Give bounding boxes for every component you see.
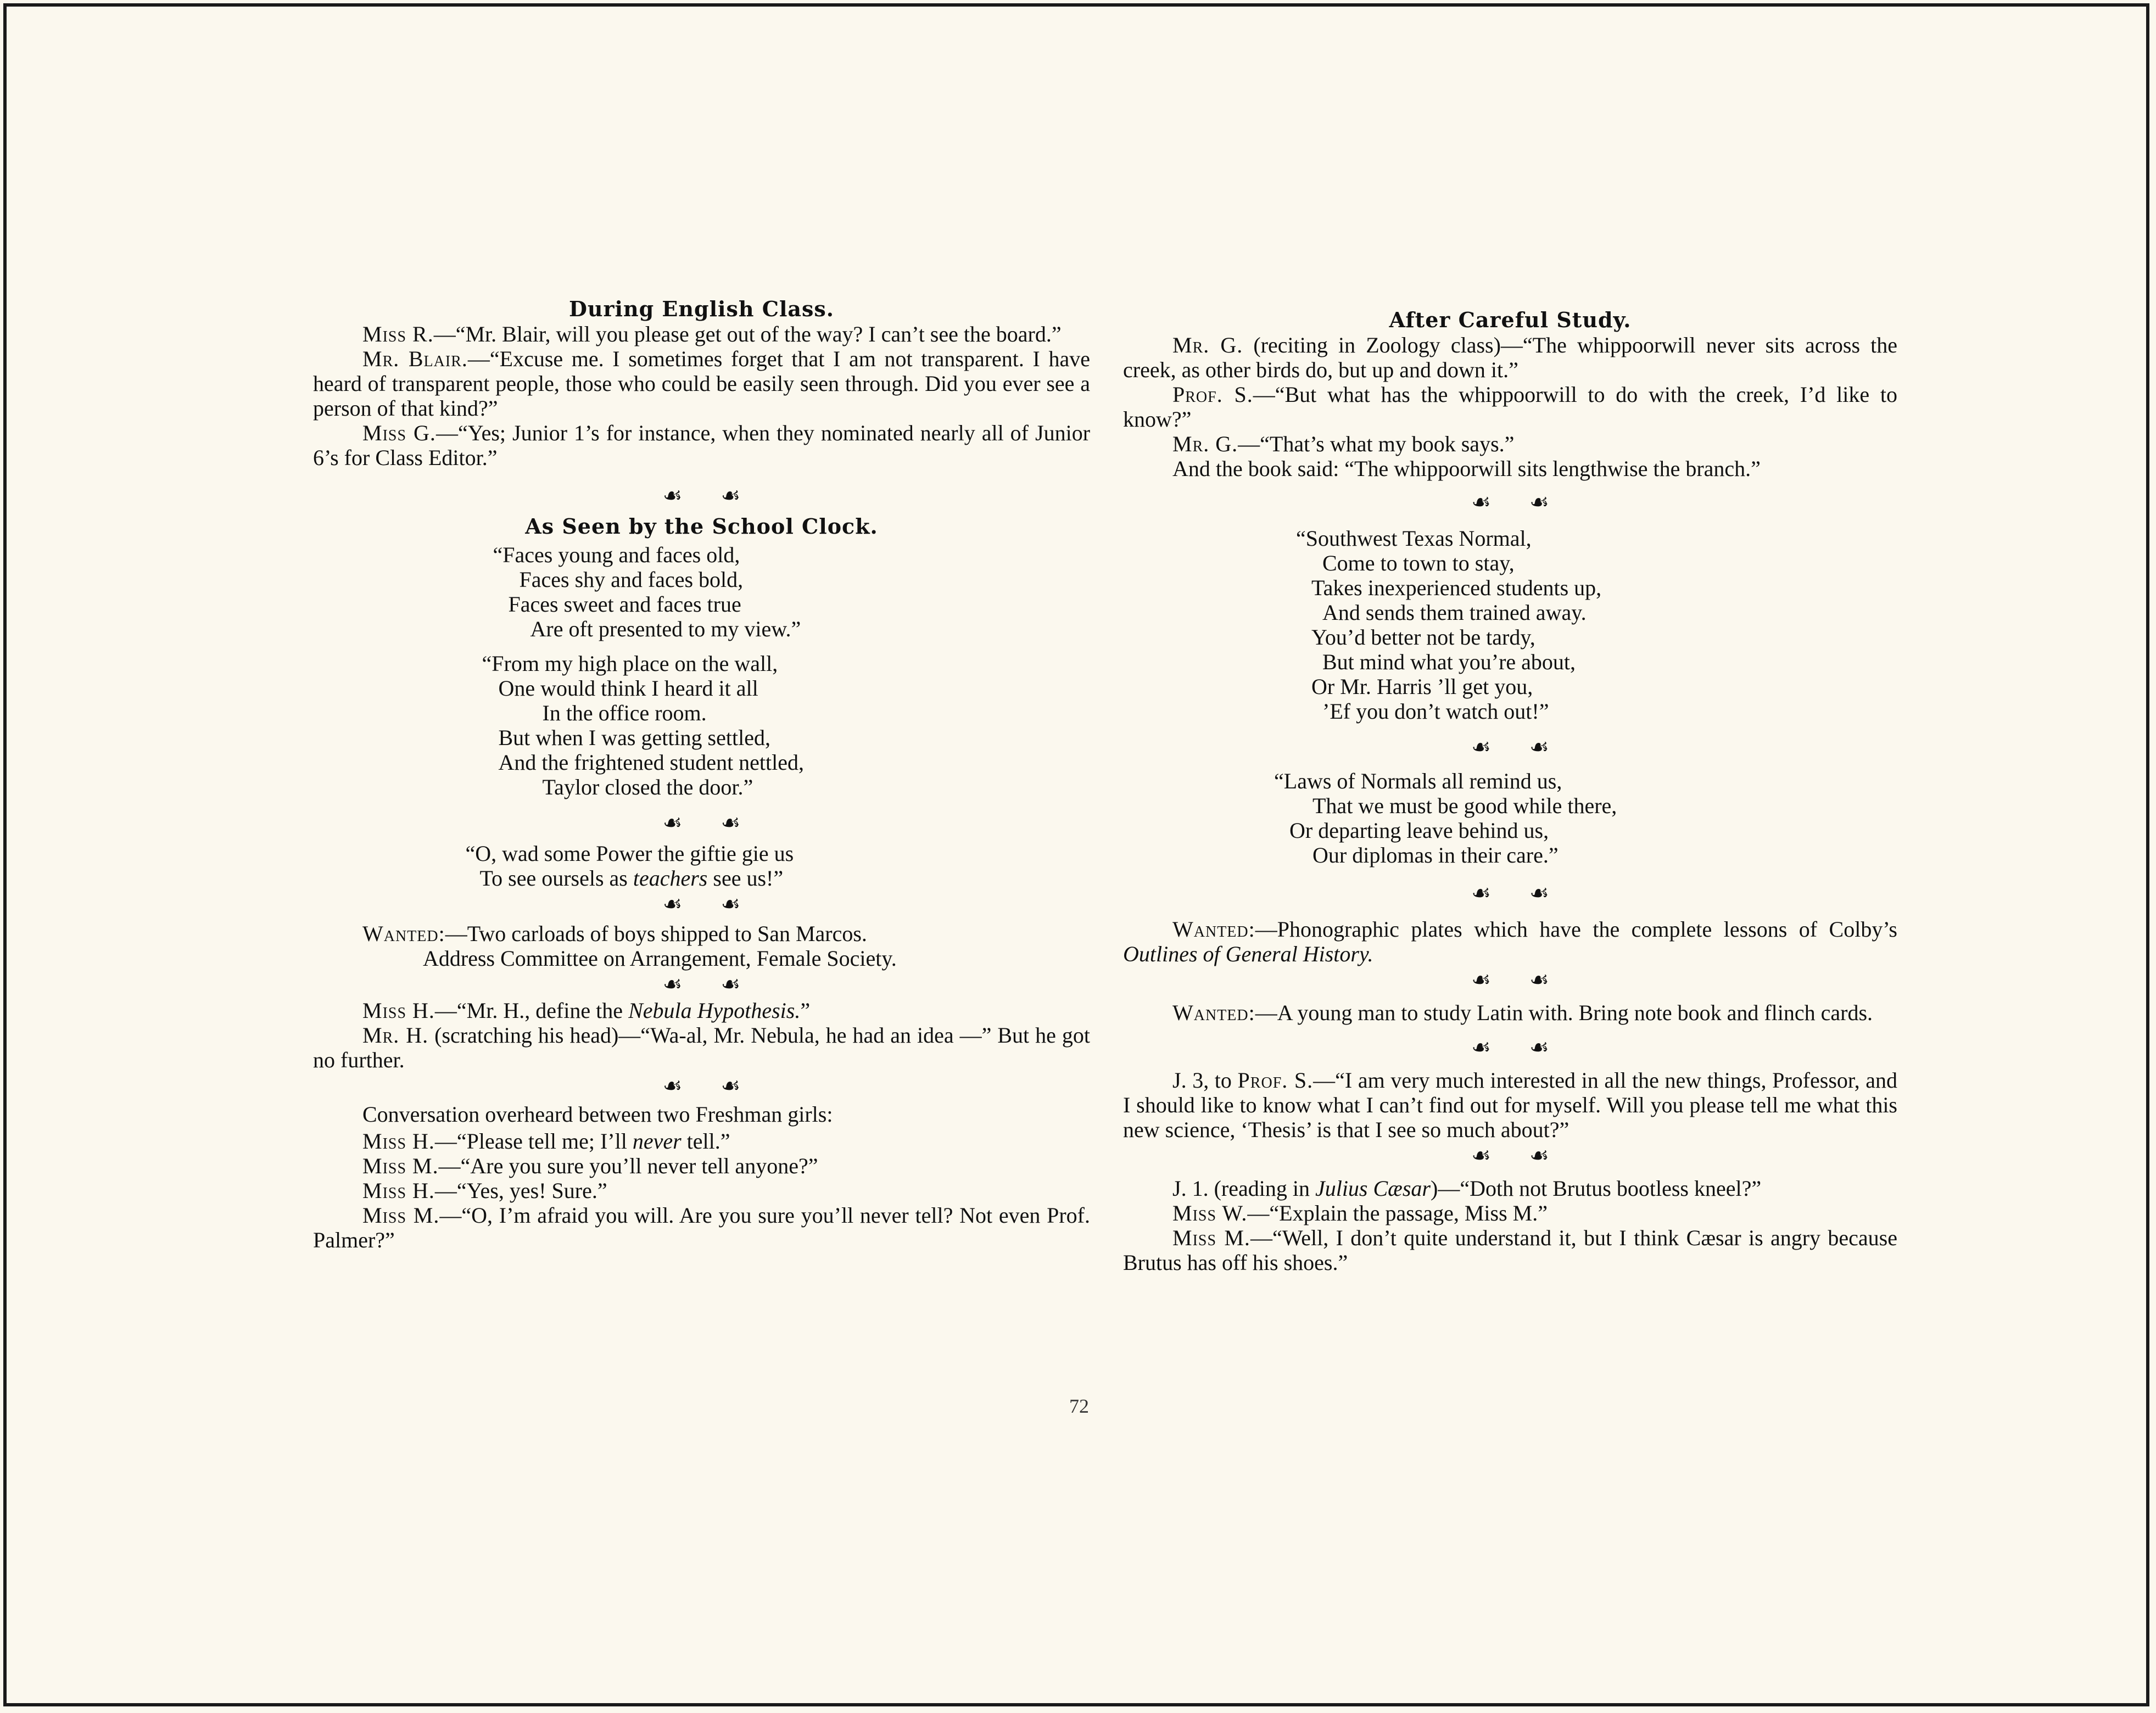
wanted-ad: Wanted:—Two carloads of boys shipped to San Marcos. (362, 921, 867, 946)
poem-line: ’Ef you don’t watch out!” (1322, 699, 1549, 724)
left-column (313, 296, 1090, 1252)
poem-line: But when I was getting settled, (498, 725, 770, 750)
heading-after-careful-study: After Careful Study. (1389, 307, 1632, 332)
poem-laws-of-normals (1274, 769, 1746, 867)
ornament-divider: ☙ ☙ (1471, 1035, 1549, 1060)
poem-line: Come to town to stay, (1322, 551, 1515, 575)
poem-high-place (482, 651, 921, 799)
dialogue-line: Miss H.—“Mr. H., define the Nebula Hypothesis.” (362, 998, 811, 1023)
poem-line: You’d better not be tardy, (1311, 625, 1535, 650)
dialogue-line: Mr. G. (reciting in Zoology class)—“The whippoorwill never sits across the creek, as other birds do, but up and down it.” (1123, 333, 1897, 382)
page-number: 72 (1069, 1395, 1089, 1417)
poem-line: Or departing leave behind us, (1289, 818, 1549, 843)
poem-line: Taylor closed the door.” (542, 775, 753, 799)
heading-school-clock: As Seen by the School Clock. (525, 514, 878, 539)
dialogue-line: Prof. S.—“But what has the whippoorwill to do with the creek, I’d like to know?” (1123, 382, 1897, 432)
wanted-ad: Wanted:—Phonographic plates which have the complete lessons of Colby’s Outlines of General History. (1123, 917, 1897, 966)
poem-line: Faces shy and faces bold, (519, 567, 744, 592)
poem-line: Or Mr. Harris ’ll get you, (1311, 674, 1533, 699)
dialogue-line: Mr. Blair.—“Excuse me. I sometimes forget that I am not transparent. I have heard of transparent people, those who could be easily seen through. Did you ever see a person of that kind?” (313, 346, 1090, 421)
poem-line: But mind what you’re about, (1322, 650, 1576, 674)
dialogue-line: Miss H.—“Yes, yes! Sure.” (362, 1178, 607, 1203)
ornament-divider: ☙ ☙ (1471, 881, 1549, 905)
poem-line: And the frightened student nettled, (498, 750, 805, 775)
quote-line: To see oursels as teachers see us!” (479, 866, 784, 891)
dialogue-line: Miss H.—“Please tell me; I’ll never tell.” (362, 1129, 730, 1154)
poem-line: In the office room. (542, 701, 707, 725)
quote-line: “O, wad some Power the giftie gie us (465, 841, 794, 866)
dialogue-line: J. 1. (reading in Julius Cæsar)—“Doth not Brutus bootless kneel?” (1172, 1176, 1762, 1201)
poem-line: “Faces young and faces old, (493, 542, 740, 567)
dialogue-line: Mr. G.—“That’s what my book says.” (1172, 432, 1515, 456)
ornament-divider: ☙ ☙ (662, 972, 741, 997)
wanted-address: Address Committee on Arrangement, Female Society. (423, 946, 897, 971)
dialogue-line: Miss W.—“Explain the passage, Miss M.” (1172, 1201, 1548, 1225)
poem-line: And sends them trained away. (1322, 600, 1587, 625)
burns-quote (466, 841, 938, 891)
book-quote: And the book said: “The whippoorwill sits lengthwise the branch.” (1172, 456, 1761, 481)
poem-line: Are oft presented to my view.” (530, 617, 801, 641)
poem-line: “From my high place on the wall, (482, 651, 778, 676)
dialogue-line: Miss M.—“O, I’m afraid you will. Are you sure you’ll never tell? Not even Prof. Palmer?” (313, 1203, 1090, 1252)
dialogue-line: Mr. H. (scratching his head)—“Wa-al, Mr. Nebula, he had an idea —” But he got no further. (313, 1023, 1090, 1072)
dialogue-line: Miss M.—“Are you sure you’ll never tell anyone?” (362, 1154, 818, 1178)
poem-line: Takes inexperienced students up, (1311, 575, 1602, 600)
wanted-ad: Wanted:—A young man to study Latin with. Bring note book and flinch cards. (1172, 1000, 1873, 1025)
ornament-divider: ☙ ☙ (1471, 490, 1549, 514)
ornament-divider: ☙ ☙ (662, 483, 741, 508)
poem-line: That we must be good while there, (1312, 793, 1617, 818)
ornament-divider: ☙ ☙ (1471, 1143, 1549, 1168)
dialogue-line: J. 3, to Prof. S.—“I am very much interested in all the new things, Professor, and I should like to know what I can’t find out for myself. Will you please tell me what this new science, ‘Thesis’ is that I see so much about?” (1123, 1068, 1897, 1142)
dialogue-line: Miss R.—“Mr. Blair, will you please get out of the way? I can’t see the board.” (362, 322, 1062, 346)
poem-line: “Laws of Normals all remind us, (1274, 769, 1562, 793)
ornament-divider: ☙ ☙ (662, 810, 741, 835)
ornament-divider: ☙ ☙ (1471, 967, 1549, 992)
heading-during-english-class: During English Class. (568, 296, 835, 321)
poem-faces (493, 542, 911, 641)
poem-line: “Southwest Texas Normal, (1296, 526, 1532, 551)
poem-line: One would think I heard it all (498, 676, 758, 701)
right-column (1123, 307, 1897, 1275)
ornament-divider: ☙ ☙ (1471, 735, 1549, 759)
dialogue-line: Miss G.—“Yes; Junior 1’s for instance, when they nominated nearly all of Junior 6’s for Class Editor.” (313, 421, 1091, 470)
poem-southwest-texas-normal (1296, 526, 1724, 724)
conversation-intro: Conversation overheard between two Freshman girls: (362, 1102, 833, 1127)
poem-line: Our diplomas in their care.” (1312, 843, 1559, 867)
dialogue-line: Miss M.—“Well, I don’t quite understand it, but I think Cæsar is angry because Brutus has off his shoes.” (1123, 1225, 1897, 1275)
ornament-divider: ☙ ☙ (662, 1073, 741, 1098)
ornament-divider: ☙ ☙ (662, 892, 741, 916)
poem-line: Faces sweet and faces true (508, 592, 741, 617)
